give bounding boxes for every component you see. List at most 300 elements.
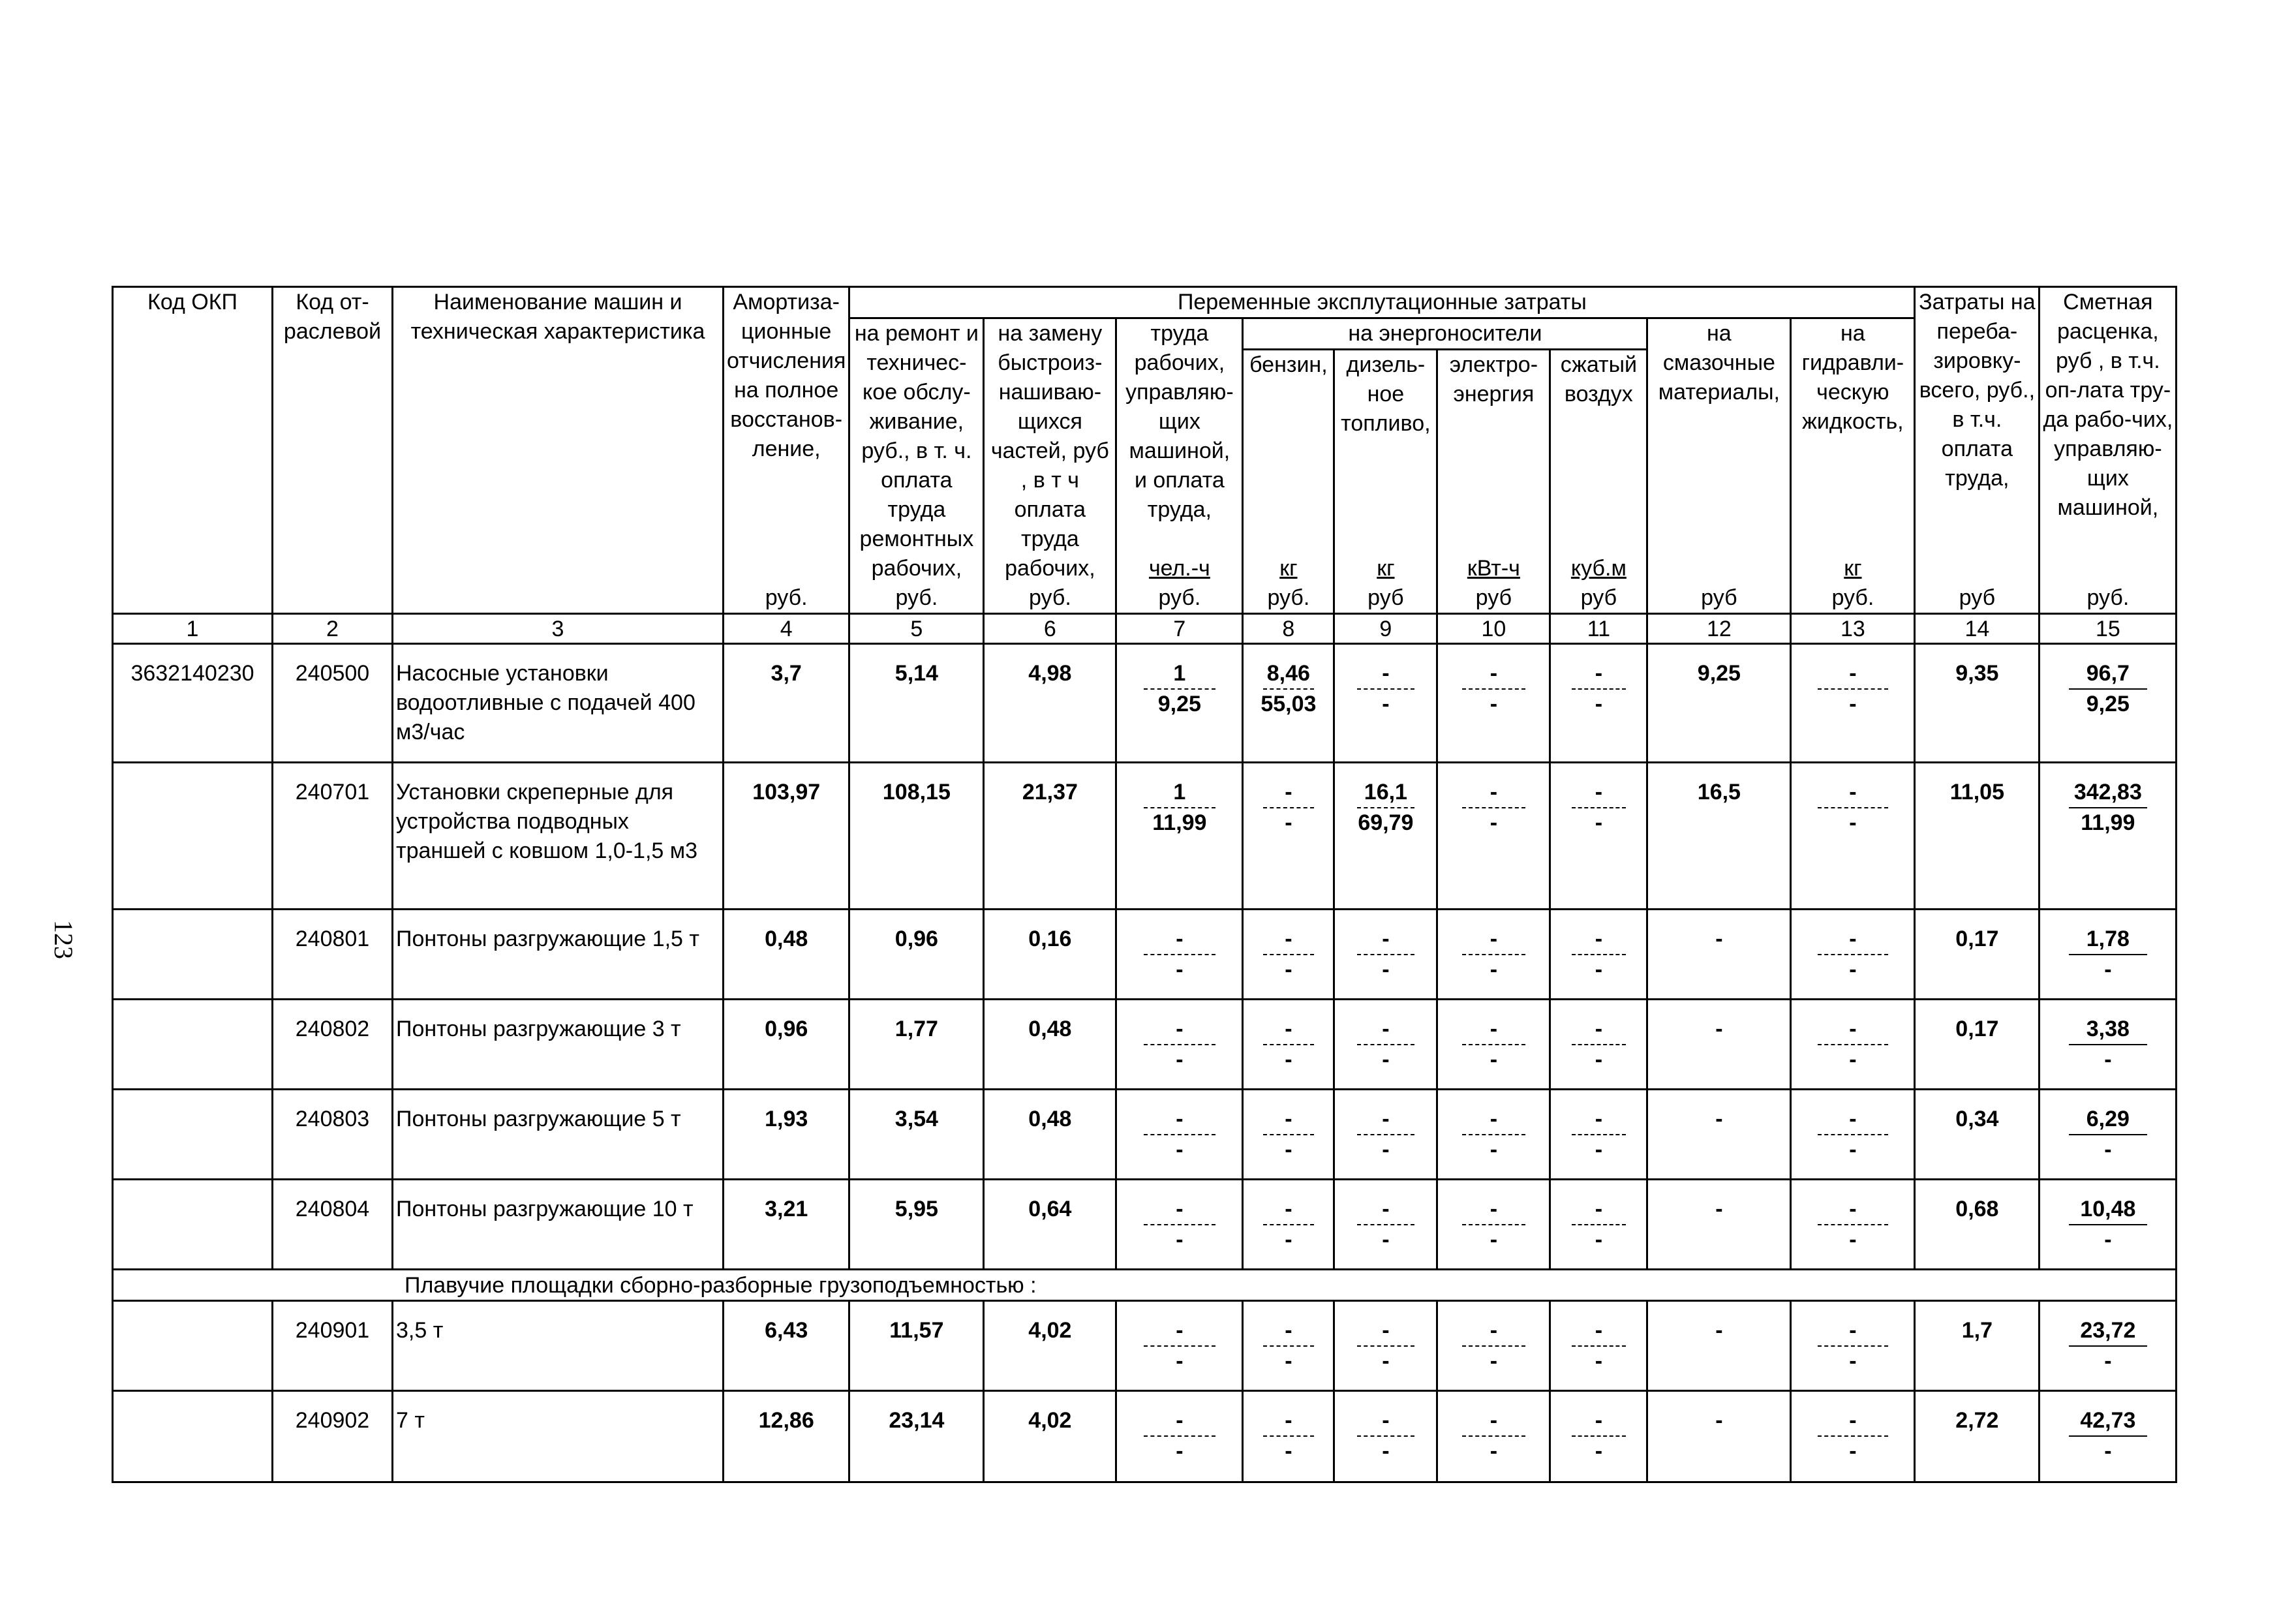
table-row	[113, 1090, 2177, 1180]
electricity-value	[1437, 1000, 1550, 1090]
parts-value-text: 0,16	[1028, 927, 1072, 951]
diesel-value	[1334, 910, 1437, 1000]
estimate-rate-value	[2040, 763, 2177, 910]
lubricants-value-text: 16,5	[1697, 780, 1741, 804]
air-value-fraction	[1553, 1105, 1643, 1165]
estimate-rate-value-denominator: 9,25	[2086, 692, 2130, 716]
air-value	[1550, 644, 1647, 763]
lubricants-value	[1647, 1391, 1791, 1482]
hydraulic-value-denominator: -	[1849, 1439, 1857, 1463]
labor-value-numerator: 1	[1144, 778, 1215, 808]
air-value-denominator: -	[1595, 692, 1603, 716]
repair-value	[849, 763, 984, 910]
hydraulic-value-numerator: -	[1818, 1195, 1887, 1225]
parts-value	[984, 1000, 1116, 1090]
industry-code	[273, 1090, 393, 1180]
okp-code	[113, 1391, 273, 1482]
diesel-value-denominator: 69,79	[1358, 810, 1414, 835]
depreciation-value	[724, 1180, 849, 1270]
header-industry-code: Код от-раслевой	[273, 287, 393, 614]
air-value	[1550, 1180, 1647, 1270]
parts-value	[984, 1301, 1116, 1391]
petrol-value-fraction	[1246, 1015, 1330, 1075]
electricity-value-denominator: -	[1490, 1227, 1498, 1252]
labor-value-denominator: 11,99	[1152, 810, 1207, 835]
hydraulic-value-numerator: -	[1818, 1105, 1887, 1135]
diesel-value-denominator: -	[1382, 957, 1390, 982]
air-value-fraction	[1553, 1195, 1643, 1255]
air-value	[1550, 910, 1647, 1000]
air-value-numerator: -	[1572, 925, 1626, 955]
diesel-value-numerator: -	[1357, 1316, 1414, 1347]
hydraulic-value-numerator: -	[1818, 778, 1887, 808]
hydraulic-value-fraction	[1794, 1406, 1911, 1466]
machine-name	[393, 763, 724, 910]
petrol-value	[1243, 1000, 1334, 1090]
electricity-value-fraction	[1441, 1015, 1546, 1075]
air-value-fraction	[1553, 1316, 1643, 1376]
petrol-value-denominator: 55,03	[1261, 692, 1317, 716]
diesel-value	[1334, 644, 1437, 763]
diesel-value-numerator: -	[1357, 1406, 1414, 1437]
air-value	[1550, 1090, 1647, 1180]
estimate-rate-value-fraction	[2043, 1406, 2173, 1466]
petrol-value-denominator: -	[1285, 1349, 1292, 1373]
air-value-numerator: -	[1572, 778, 1626, 808]
hydraulic-value-fraction	[1794, 778, 1911, 838]
diesel-value-denominator: -	[1382, 1439, 1390, 1463]
okp-code	[113, 644, 273, 763]
estimate-rate-value-fraction	[2043, 1195, 2173, 1255]
petrol-value-denominator: -	[1285, 1439, 1292, 1463]
industry-code-text: 240804	[295, 1197, 370, 1221]
petrol-value	[1243, 1301, 1334, 1391]
electricity-value-numerator: -	[1462, 1105, 1525, 1135]
labor-value	[1116, 1391, 1243, 1482]
repair-value	[849, 1301, 984, 1391]
parts-value	[984, 1180, 1116, 1270]
column-number: 7	[1116, 614, 1243, 644]
industry-code	[273, 1180, 393, 1270]
labor-value-fraction	[1120, 1406, 1239, 1466]
table-row	[113, 910, 2177, 1000]
petrol-value-denominator: -	[1285, 810, 1292, 835]
labor-value-denominator: -	[1176, 957, 1184, 982]
okp-code	[113, 1180, 273, 1270]
machine-name-text: Понтоны разгружающие 10 т	[396, 1197, 694, 1221]
repair-value	[849, 1000, 984, 1090]
petrol-value-fraction	[1246, 925, 1330, 985]
column-number: 6	[984, 614, 1116, 644]
parts-value	[984, 910, 1116, 1000]
hydraulic-value	[1791, 1301, 1915, 1391]
relocation-value	[1915, 1180, 2040, 1270]
hydraulic-value-fraction	[1794, 1316, 1911, 1376]
industry-code-text: 240500	[295, 661, 370, 686]
lubricants-value-text: -	[1715, 1017, 1723, 1041]
page-number: 123	[49, 920, 78, 959]
estimate-rate-value	[2040, 1180, 2177, 1270]
machine-name-text: Установки скреперные для устройства подводных траншей с ковшом 1,0-1,5 м3	[396, 780, 698, 863]
header-depreciation: Амортиза-ционные отчисления на полное восстанов-ление, руб.	[724, 287, 849, 614]
diesel-value-denominator: -	[1382, 1227, 1390, 1252]
column-number: 1	[113, 614, 273, 644]
estimate-rate-value	[2040, 1391, 2177, 1482]
electricity-value-denominator: -	[1490, 810, 1498, 835]
electricity-value-denominator: -	[1490, 692, 1498, 716]
relocation-value-text: 2,72	[1955, 1408, 1999, 1433]
diesel-value-denominator: -	[1382, 1047, 1390, 1072]
air-value-denominator: -	[1595, 957, 1603, 982]
petrol-value-fraction	[1246, 778, 1330, 838]
parts-value	[984, 1391, 1116, 1482]
depreciation-value-text: 103,97	[752, 780, 821, 804]
diesel-value	[1334, 1090, 1437, 1180]
relocation-value	[1915, 763, 2040, 910]
lubricants-value	[1647, 644, 1791, 763]
labor-value	[1116, 644, 1243, 763]
header-variable-costs: Переменные эксплутационные затраты	[849, 287, 1915, 318]
estimate-rate-value	[2040, 644, 2177, 763]
hydraulic-value-fraction	[1794, 1195, 1911, 1255]
lubricants-value	[1647, 1090, 1791, 1180]
depreciation-value-text: 6,43	[765, 1318, 808, 1343]
depreciation-value-text: 12,86	[758, 1408, 814, 1433]
diesel-value	[1334, 1180, 1437, 1270]
estimate-rate-value-denominator: -	[2104, 1439, 2112, 1463]
depreciation-value	[724, 644, 849, 763]
petrol-value-numerator: -	[1263, 1316, 1313, 1347]
parts-value-text: 4,02	[1028, 1318, 1072, 1343]
column-number: 3	[393, 614, 724, 644]
lubricants-value-text: -	[1715, 1318, 1723, 1343]
column-number: 12	[1647, 614, 1791, 644]
depreciation-value-text: 0,96	[765, 1017, 808, 1041]
petrol-value	[1243, 644, 1334, 763]
relocation-value	[1915, 1090, 2040, 1180]
column-number: 14	[1915, 614, 2040, 644]
electricity-value-fraction	[1441, 778, 1546, 838]
labor-value-fraction	[1120, 925, 1239, 985]
depreciation-value	[724, 1090, 849, 1180]
machine-name	[393, 1301, 724, 1391]
header-okp-code: Код ОКП	[113, 287, 273, 614]
industry-code-text: 240802	[295, 1017, 370, 1041]
table-row	[113, 1000, 2177, 1090]
column-number: 15	[2040, 614, 2177, 644]
estimate-rate-value-numerator: 10,48	[2069, 1195, 2147, 1225]
labor-value-denominator: 9,25	[1157, 692, 1201, 716]
header-electricity: электро-энергия кВт-ч руб	[1437, 350, 1550, 614]
okp-code-text: 3632140230	[130, 661, 254, 686]
electricity-value	[1437, 910, 1550, 1000]
estimate-rate-value-denominator: -	[2104, 957, 2112, 982]
hydraulic-value	[1791, 1000, 1915, 1090]
estimate-rate-value-numerator: 96,7	[2069, 659, 2147, 690]
petrol-value-fraction	[1246, 1195, 1330, 1255]
hydraulic-value-fraction	[1794, 659, 1911, 719]
petrol-value-fraction	[1246, 1105, 1330, 1165]
parts-value-text: 0,48	[1028, 1107, 1072, 1131]
parts-value	[984, 763, 1116, 910]
relocation-value-text: 11,05	[1949, 780, 2004, 804]
electricity-value	[1437, 763, 1550, 910]
diesel-value-fraction	[1337, 778, 1433, 838]
column-number: 8	[1243, 614, 1334, 644]
estimate-rate-value	[2040, 1090, 2177, 1180]
diesel-value-numerator: -	[1357, 1015, 1414, 1045]
labor-value-numerator: -	[1144, 1015, 1215, 1045]
hydraulic-value-denominator: -	[1849, 810, 1857, 835]
repair-value-text: 5,14	[894, 661, 938, 686]
column-number: 5	[849, 614, 984, 644]
industry-code	[273, 1301, 393, 1391]
okp-code	[113, 910, 273, 1000]
petrol-value-numerator: -	[1263, 778, 1313, 808]
petrol-value	[1243, 763, 1334, 910]
electricity-value-denominator: -	[1490, 1439, 1498, 1463]
electricity-value-numerator: -	[1462, 1015, 1525, 1045]
petrol-value-denominator: -	[1285, 1047, 1292, 1072]
petrol-value-fraction	[1246, 1316, 1330, 1376]
air-value-numerator: -	[1572, 1015, 1626, 1045]
labor-value	[1116, 1090, 1243, 1180]
lubricants-value	[1647, 1301, 1791, 1391]
estimate-rate-value-fraction	[2043, 1105, 2173, 1165]
lubricants-value-text: -	[1715, 1408, 1723, 1433]
estimate-rate-value-numerator: 342,83	[2069, 778, 2147, 808]
machine-name-text: Насосные установки водоотливные с подачей 400 м3/час	[396, 661, 695, 744]
air-value-denominator: -	[1595, 1137, 1603, 1162]
lubricants-value-text: -	[1715, 927, 1723, 951]
diesel-value	[1334, 1301, 1437, 1391]
table-row	[113, 1301, 2177, 1391]
lubricants-value	[1647, 1180, 1791, 1270]
depreciation-value-text: 3,7	[771, 661, 802, 686]
air-value-numerator: -	[1572, 659, 1626, 690]
hydraulic-value-denominator: -	[1849, 1047, 1857, 1072]
hydraulic-value-fraction	[1794, 1105, 1911, 1165]
repair-value-text: 0,96	[894, 927, 938, 951]
petrol-value-denominator: -	[1285, 957, 1292, 982]
petrol-value	[1243, 1090, 1334, 1180]
diesel-value-denominator: -	[1382, 1137, 1390, 1162]
petrol-value	[1243, 910, 1334, 1000]
estimate-rate-value	[2040, 910, 2177, 1000]
electricity-value-fraction	[1441, 1406, 1546, 1466]
labor-value-fraction	[1120, 1195, 1239, 1255]
electricity-value-denominator: -	[1490, 1349, 1498, 1373]
hydraulic-value-denominator: -	[1849, 1349, 1857, 1373]
repair-value	[849, 644, 984, 763]
repair-value	[849, 1090, 984, 1180]
machine-name	[393, 1000, 724, 1090]
labor-value-numerator: -	[1144, 1195, 1215, 1225]
electricity-value	[1437, 1180, 1550, 1270]
group-heading-row	[113, 1270, 2177, 1301]
header-diesel: дизель-ное топливо, кг руб	[1334, 350, 1437, 614]
air-value-denominator: -	[1595, 1439, 1603, 1463]
parts-value-text: 0,64	[1028, 1197, 1072, 1221]
repair-value	[849, 910, 984, 1000]
relocation-value	[1915, 1391, 2040, 1482]
repair-value-text: 1,77	[894, 1017, 938, 1041]
hydraulic-value-fraction	[1794, 925, 1911, 985]
header-lubricants: на смазочные материалы, руб	[1647, 318, 1791, 614]
labor-value-fraction	[1120, 778, 1239, 838]
machine-name	[393, 1090, 724, 1180]
labor-value-fraction	[1120, 1105, 1239, 1165]
labor-value-numerator: -	[1144, 1316, 1215, 1347]
air-value-fraction	[1553, 925, 1643, 985]
hydraulic-value	[1791, 644, 1915, 763]
labor-value-denominator: -	[1176, 1137, 1184, 1162]
depreciation-value	[724, 1301, 849, 1391]
diesel-value-numerator: -	[1357, 1105, 1414, 1135]
column-number: 11	[1550, 614, 1647, 644]
column-number: 4	[724, 614, 849, 644]
header-estimate-rate: Сметная расценка, руб , в т.ч. оп-лата тру-да рабо-чих, управляю-щих машиной, руб.	[2040, 287, 2177, 614]
relocation-value-text: 0,17	[1955, 1017, 1999, 1041]
diesel-value-fraction	[1337, 1015, 1433, 1075]
estimate-rate-value-numerator: 6,29	[2069, 1105, 2147, 1135]
electricity-value-denominator: -	[1490, 1047, 1498, 1072]
labor-value-denominator: -	[1176, 1349, 1184, 1373]
air-value	[1550, 1301, 1647, 1391]
labor-value-fraction	[1120, 659, 1239, 719]
diesel-value-numerator: -	[1357, 1195, 1414, 1225]
header-compressed-air: сжатый воздух куб.м руб	[1550, 350, 1647, 614]
labor-value-denominator: -	[1176, 1227, 1184, 1252]
diesel-value-fraction	[1337, 1316, 1433, 1376]
electricity-value	[1437, 1301, 1550, 1391]
electricity-value-fraction	[1441, 659, 1546, 719]
machine-name	[393, 910, 724, 1000]
parts-value-text: 4,02	[1028, 1408, 1072, 1433]
okp-code	[113, 1000, 273, 1090]
machine-rates-table	[112, 286, 2177, 1483]
labor-value	[1116, 1301, 1243, 1391]
labor-value-numerator: -	[1144, 1105, 1215, 1135]
repair-value	[849, 1391, 984, 1482]
industry-code-text: 240701	[295, 780, 370, 804]
diesel-value-fraction	[1337, 1406, 1433, 1466]
relocation-value-text: 1,7	[1961, 1318, 1993, 1343]
hydraulic-value	[1791, 1391, 1915, 1482]
air-value-denominator: -	[1595, 810, 1603, 835]
petrol-value-fraction	[1246, 1406, 1330, 1466]
diesel-value-fraction	[1337, 1105, 1433, 1165]
repair-value-text: 108,15	[882, 780, 951, 804]
labor-value	[1116, 910, 1243, 1000]
okp-code	[113, 1301, 273, 1391]
electricity-value-fraction	[1441, 1105, 1546, 1165]
parts-value	[984, 1090, 1116, 1180]
electricity-value-numerator: -	[1462, 778, 1525, 808]
okp-code	[113, 1090, 273, 1180]
repair-value-text: 5,95	[894, 1197, 938, 1221]
air-value	[1550, 1391, 1647, 1482]
estimate-rate-value-numerator: 3,38	[2069, 1015, 2147, 1045]
petrol-value-numerator: -	[1263, 925, 1313, 955]
header-machine-name: Наименование машин и техническая характеристика	[393, 287, 724, 614]
air-value	[1550, 1000, 1647, 1090]
diesel-value-numerator: 16,1	[1357, 778, 1414, 808]
estimate-rate-value-numerator: 1,78	[2069, 925, 2147, 955]
diesel-value-fraction	[1337, 925, 1433, 985]
group-heading: Плавучие площадки сборно-разборные грузоподъемностью :	[405, 1272, 1037, 1298]
header-energy: на энергоносители	[1243, 318, 1647, 350]
electricity-value	[1437, 1391, 1550, 1482]
repair-value-text: 3,54	[894, 1107, 938, 1131]
machine-name	[393, 644, 724, 763]
header-petrol: бензин, кг руб.	[1243, 350, 1334, 614]
lubricants-value	[1647, 910, 1791, 1000]
air-value	[1550, 763, 1647, 910]
petrol-value-numerator: 8,46	[1263, 659, 1313, 690]
labor-value-denominator: -	[1176, 1439, 1184, 1463]
column-number: 9	[1334, 614, 1437, 644]
header-repair: на ремонт и техничес-кое обслу-живание, руб., в т. ч. оплата труда ремонтных рабочих, руб.	[849, 318, 984, 614]
labor-value-numerator: -	[1144, 925, 1215, 955]
industry-code-text: 240803	[295, 1107, 370, 1131]
repair-value-text: 11,57	[889, 1318, 944, 1343]
table-row	[113, 763, 2177, 910]
hydraulic-value-denominator: -	[1849, 1137, 1857, 1162]
air-value-denominator: -	[1595, 1227, 1603, 1252]
estimate-rate-value-denominator: 11,99	[2081, 810, 2135, 835]
labor-value-fraction	[1120, 1015, 1239, 1075]
industry-code	[273, 910, 393, 1000]
lubricants-value-text: -	[1715, 1107, 1723, 1131]
petrol-value-numerator: -	[1263, 1015, 1313, 1045]
depreciation-value-text: 1,93	[765, 1107, 808, 1131]
hydraulic-value	[1791, 763, 1915, 910]
hydraulic-value-numerator: -	[1818, 659, 1887, 690]
depreciation-value	[724, 763, 849, 910]
diesel-value-numerator: -	[1357, 925, 1414, 955]
header-operator-labor: труда рабочих, управляю-щих машиной, и оплата труда, чел.-ч руб.	[1116, 318, 1243, 614]
okp-code	[113, 763, 273, 910]
hydraulic-value-denominator: -	[1849, 692, 1857, 716]
hydraulic-value-numerator: -	[1818, 1406, 1887, 1437]
relocation-value	[1915, 644, 2040, 763]
diesel-value-denominator: -	[1382, 1349, 1390, 1373]
electricity-value-numerator: -	[1462, 925, 1525, 955]
electricity-value-denominator: -	[1490, 957, 1498, 982]
relocation-value-text: 0,34	[1955, 1107, 1999, 1131]
diesel-value-denominator: -	[1382, 692, 1390, 716]
relocation-value-text: 0,17	[1955, 927, 1999, 951]
industry-code-text: 240801	[295, 927, 370, 951]
estimate-rate-value-numerator: 23,72	[2069, 1316, 2147, 1347]
labor-value	[1116, 1000, 1243, 1090]
estimate-rate-value-fraction	[2043, 925, 2173, 985]
petrol-value-numerator: -	[1263, 1105, 1313, 1135]
air-value-numerator: -	[1572, 1406, 1626, 1437]
estimate-rate-value-fraction	[2043, 778, 2173, 838]
column-number: 13	[1791, 614, 1915, 644]
column-number: 10	[1437, 614, 1550, 644]
machine-name-text: Понтоны разгружающие 3 т	[396, 1017, 681, 1041]
industry-code	[273, 763, 393, 910]
column-numbers-row	[113, 614, 2177, 644]
industry-code-text: 240902	[295, 1408, 370, 1433]
machine-name-text: Понтоны разгружающие 1,5 т	[396, 927, 699, 951]
estimate-rate-value-denominator: -	[2104, 1227, 2112, 1252]
diesel-value	[1334, 1391, 1437, 1482]
estimate-rate-value-fraction	[2043, 659, 2173, 719]
